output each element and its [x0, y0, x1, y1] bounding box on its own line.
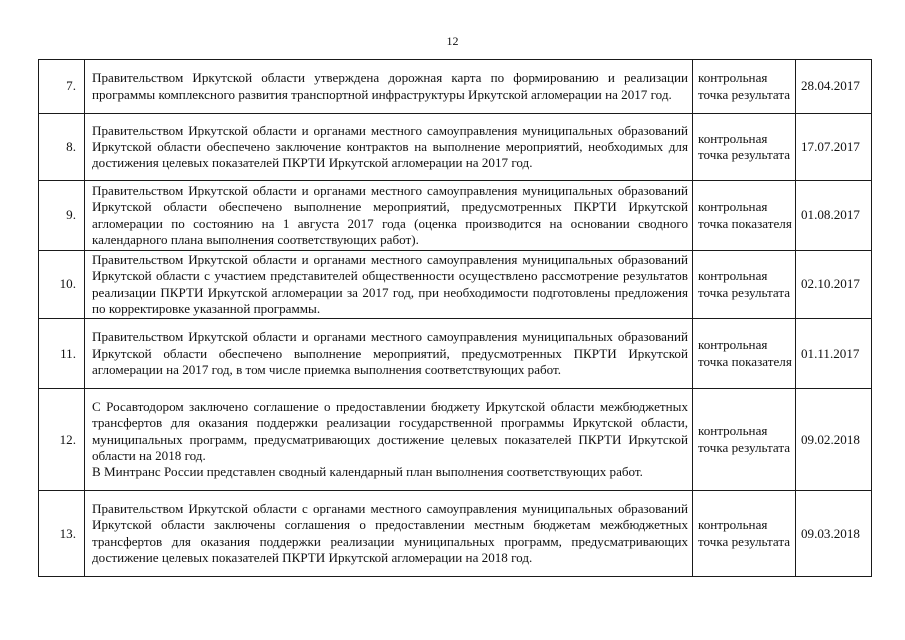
table-row	[39, 389, 872, 491]
event-description	[85, 251, 693, 319]
table-row	[39, 251, 872, 319]
row-number: 10.	[39, 251, 85, 319]
description-paragraph: Правительством Иркутской области и органами местного самоуправления муниципальных образований Иркутской области обеспечено выполнение мероприятий, предусмотренных ПКРТИ Иркутской агломерации по состоянию на 1 августа 2017 года (оценка производится на основании сводного календарного плана выполнения соответствующих работ).	[92, 182, 688, 247]
description-paragraph: Правительством Иркутской области с органами местного самоуправления муниципальных образований Иркутской области заключены соглашения о предоставлении местным бюджетам межбюджетных трансфертов для оказания поддержки реализации муниципальных программ, предусматривающих достижение целевых показателей ПКРТИ Иркутской агломерации на 2018 год.	[92, 501, 688, 565]
control-point-date: 17.07.2017	[796, 114, 872, 181]
event-description	[85, 491, 693, 577]
table-row	[39, 60, 872, 114]
event-description	[85, 319, 693, 389]
description-paragraph: Правительством Иркутской области и органами местного самоуправления муниципальных образований Иркутской области обеспечено выполнение мероприятий, предусмотренных ПКРТИ Иркутской агломерации на 2017 год, в том числе приемка выполнения соответствующих работ.	[92, 329, 688, 377]
row-number: 7.	[39, 60, 85, 114]
control-points-table	[38, 59, 872, 577]
event-description	[85, 389, 693, 491]
table-row	[39, 319, 872, 389]
description-paragraph: С Росавтодором заключено соглашение о предоставлении бюджету Иркутской области межбюджетных трансфертов для оказания поддержки реализации государственной программы Иркутской области, муниципальных программ, предусматривающих достижение целевых показателей ПКРТИ Иркутской области на 2018 год.	[92, 398, 688, 463]
control-point-type: контрольная точка показателя	[693, 319, 796, 389]
control-point-date: 09.03.2018	[796, 491, 872, 577]
event-description	[85, 114, 693, 181]
table-row	[39, 491, 872, 577]
table-row	[39, 114, 872, 181]
page-number: 12	[446, 34, 459, 48]
control-point-date: 28.04.2017	[796, 60, 872, 114]
control-point-type: контрольная точка результата	[693, 491, 796, 577]
event-description	[85, 60, 693, 114]
control-point-date: 02.10.2017	[796, 251, 872, 319]
event-description	[85, 181, 693, 251]
row-number: 8.	[39, 114, 85, 181]
row-number: 11.	[39, 319, 85, 389]
control-point-type: контрольная точка показателя	[693, 181, 796, 251]
description-paragraph: Правительством Иркутской области утверждена дорожная карта по формированию и реализации программы комплексного развития транспортной инфраструктуры Иркутской агломерации на 2017 год.	[92, 70, 688, 102]
control-point-date: 01.11.2017	[796, 319, 872, 389]
control-point-date: 01.08.2017	[796, 181, 872, 251]
control-point-type: контрольная точка результата	[693, 389, 796, 491]
description-paragraph: Правительством Иркутской области и органами местного самоуправления муниципальных образований Иркутской области с участием представителей общественности осуществлено рассмотрение результатов реализации ПКРТИ Иркутской агломерации за 2017 год, при необходимости подготовлены предложения по корректировке указанной программы.	[92, 252, 688, 316]
row-number: 13.	[39, 491, 85, 577]
row-number: 12.	[39, 389, 85, 491]
description-paragraph: В Минтранс России представлен сводный календарный план выполнения соответствующих работ.	[92, 464, 643, 480]
control-point-date: 09.02.2018	[796, 389, 872, 491]
description-paragraph: Правительством Иркутской области и органами местного самоуправления муниципальных образований Иркутской области обеспечено заключение контрактов на выполнение мероприятий, необходимых для достижения целевых показателей ПКРТИ Иркутской агломерации на 2017 год.	[92, 122, 688, 171]
control-point-type: контрольная точка результата	[693, 60, 796, 114]
control-point-type: контрольная точка результата	[693, 114, 796, 181]
control-point-type: контрольная точка результата	[693, 251, 796, 319]
row-number: 9.	[39, 181, 85, 251]
table-row	[39, 181, 872, 251]
